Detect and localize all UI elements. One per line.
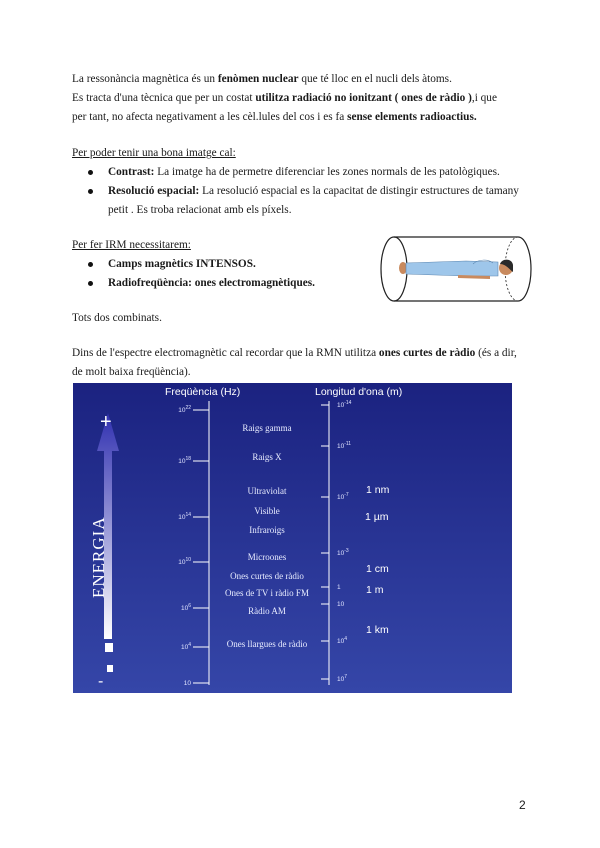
band-label: Ultraviolat <box>247 486 287 496</box>
frequency-tick-label: $10^{18}$ <box>178 456 191 465</box>
wavelength-tick-label: $10^{-11}$ <box>337 441 352 450</box>
irm-heading: Per fer IRM necessitarem: <box>72 239 191 251</box>
frequency-tick-label: $10^6$ <box>180 603 191 612</box>
irm-section <box>72 236 372 293</box>
wavelength-tick-label: $10^7$ <box>337 674 348 683</box>
band-label: Visible <box>254 506 280 516</box>
frequency-tick-label: $10^4$ <box>180 642 191 651</box>
frequency-tick-label: $10^{22}$ <box>178 405 191 414</box>
energy-label: ENERGIA <box>89 516 108 598</box>
band-label: Ones llargues de ràdio <box>226 639 308 649</box>
intro-paragraph <box>72 70 532 127</box>
electromagnetic-spectrum-figure <box>73 383 512 693</box>
wavelength-tick-label: $10^4$ <box>337 636 348 645</box>
energy-minus-sign: - <box>98 673 104 690</box>
image-quality-section <box>72 144 532 220</box>
energy-arrow-segment <box>105 643 113 652</box>
band-label: Raigs X <box>252 452 282 462</box>
energy-arrow-segment <box>107 665 113 672</box>
intro-line-3: per tant, no afecta negativament a les cèl.lules del cos i es fa sense elements radioactius. <box>72 111 477 123</box>
band-label: Ones curtes de ràdio <box>230 571 304 581</box>
wavelength-tick-label: 10 <box>337 601 345 608</box>
frequency-header: Freqüència (Hz) <box>165 386 241 398</box>
wavelength-tick-label: 1 <box>337 584 341 591</box>
frequency-tick-label: 10 <box>183 680 191 687</box>
wavelength-label: 1 km <box>366 624 389 636</box>
list-item-spatial-resolution: Resolució espacial: La resolució espacial es la capacitat de distingir estructures de tamany petit . Es troba relacionat amb els píxels. <box>72 182 532 220</box>
band-label: Microones <box>247 552 287 562</box>
wavelength-tick-label: $10^{-3}$ <box>337 548 349 557</box>
energy-plus-sign: + <box>100 411 112 433</box>
band-label: Raigs gamma <box>242 423 292 433</box>
band-label: Infraroigs <box>249 525 285 535</box>
irm-list <box>72 255 372 293</box>
wavelength-label: 1 µm <box>365 511 389 523</box>
mri-patient-illustration <box>378 234 534 304</box>
wavelength-tick-label: $10^{-14}$ <box>337 400 352 409</box>
wavelength-tick-label: $10^{-7}$ <box>337 492 349 501</box>
spectrum-intro: Dins de l'espectre electromagnètic cal recordar que la RMN utilitza ones curtes de ràdio (és a dir, de molt baixa freqüència). <box>72 347 517 378</box>
intro-line-2: Es tracta d'una tècnica que per un costat utilitza radiació no ionitzant ( ones de ràdio ),i que <box>72 92 497 104</box>
wavelength-label: 1 nm <box>366 484 390 496</box>
wavelength-label: 1 cm <box>366 563 389 575</box>
wavelength-header: Longitud d'ona (m) <box>315 386 403 398</box>
band-label: Ràdio AM <box>248 606 286 616</box>
image-quality-heading: Per poder tenir una bona imatge cal: <box>72 147 236 159</box>
list-item-contrast: Contrast: La imatge ha de permetre diferenciar les zones normals de les patològiques. <box>72 163 532 182</box>
frequency-tick-label: $10^{14}$ <box>178 512 191 521</box>
list-item-magnetic-fields: Camps magnètics INTENSOS. <box>72 255 372 274</box>
intro-line-1: La ressonància magnètica és un fenòmen nuclear que té lloc en el nucli dels àtoms. <box>72 73 452 85</box>
page-number: 2 <box>519 798 526 812</box>
wavelength-label: 1 m <box>366 584 384 596</box>
image-quality-list <box>72 163 532 220</box>
frequency-tick-label: $10^{10}$ <box>178 557 191 566</box>
combined-text: Tots dos combinats. <box>72 312 162 324</box>
band-label: Ones de TV i ràdio FM <box>225 588 309 598</box>
list-item-radiofrequency: Radiofreqüència: ones electromagnètiques. <box>72 274 372 293</box>
